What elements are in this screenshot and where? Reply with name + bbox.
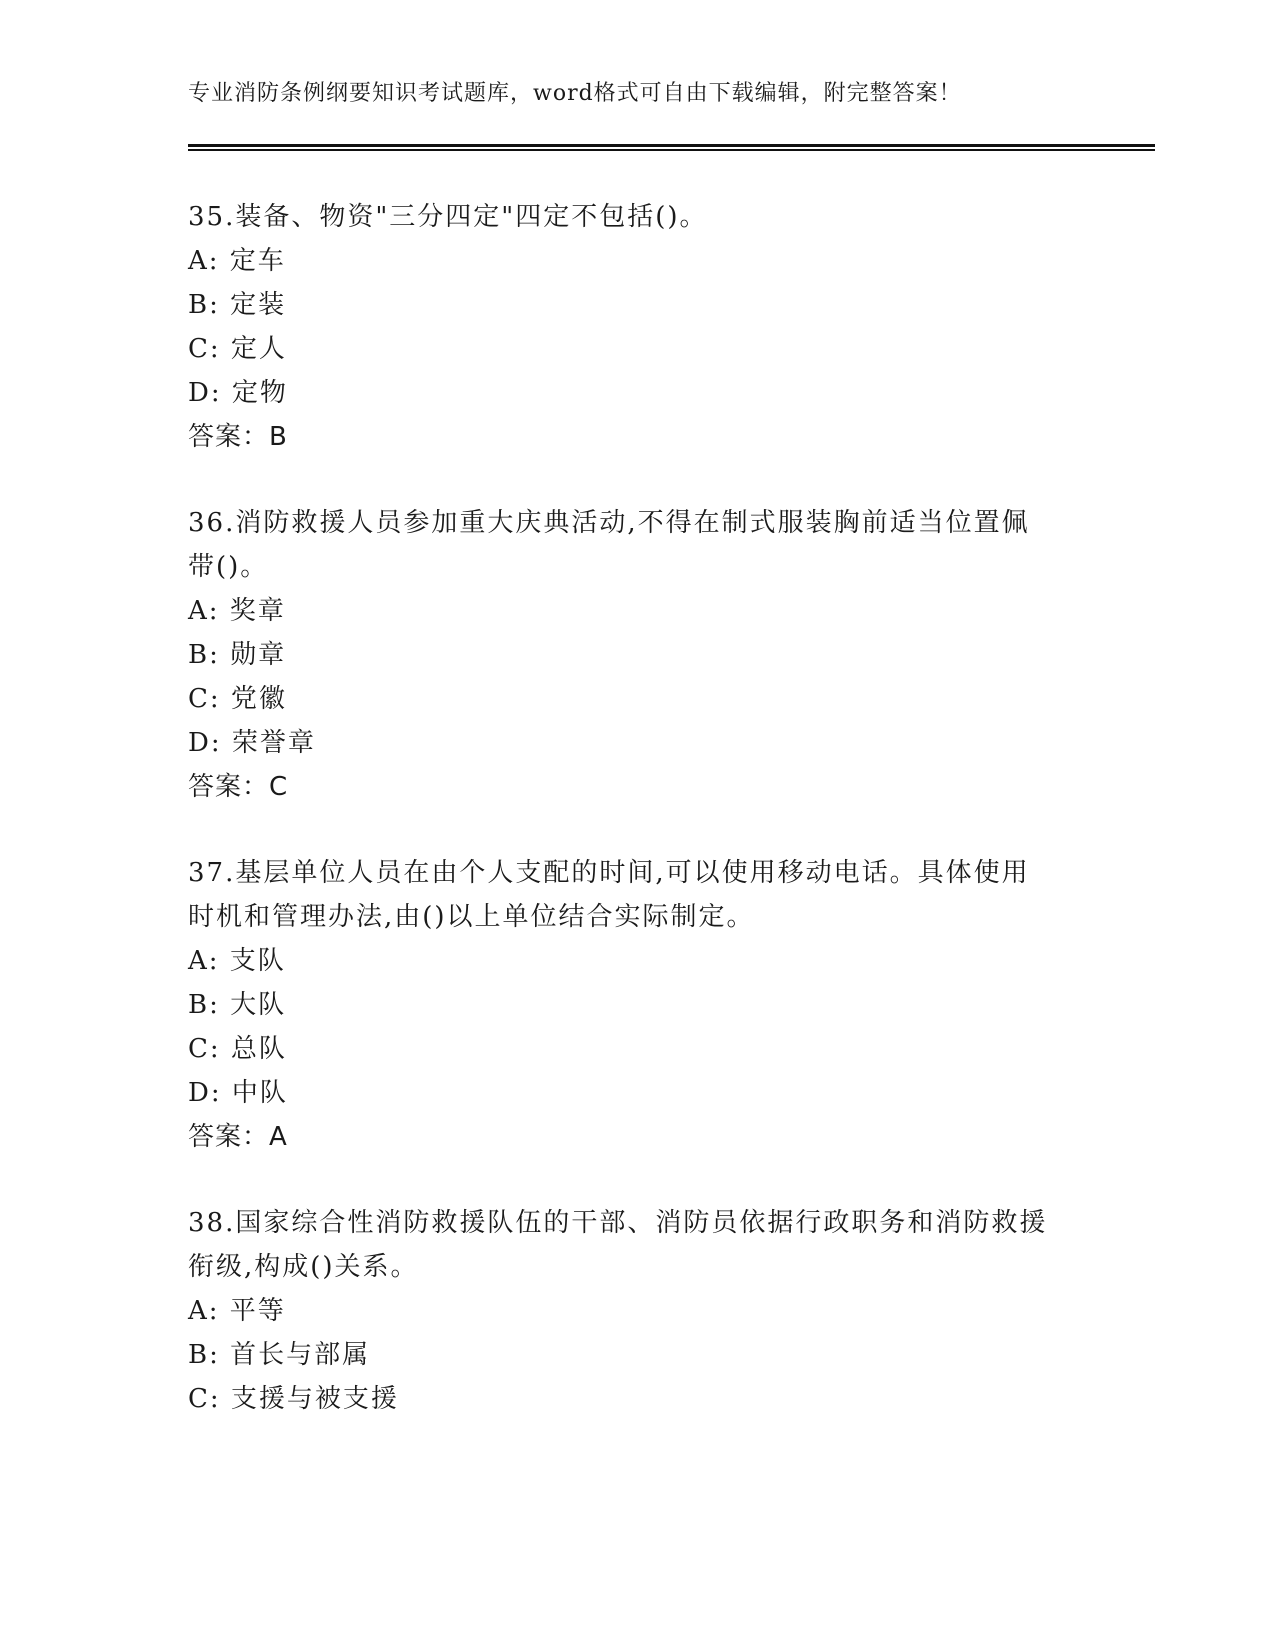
question-35-option-d: D: 定物 <box>188 378 288 408</box>
question-35-option-c: C: 定人 <box>188 334 287 364</box>
question-37-option-d: D: 中队 <box>188 1078 288 1108</box>
question-37-option-a: A: 支队 <box>188 946 286 976</box>
question-37-stem-line2: 时机和管理办法,由()以上单位结合实际制定。 <box>188 902 755 932</box>
question-36-option-b: B: 勋章 <box>188 640 287 670</box>
question-37-option-c: C: 总队 <box>188 1034 287 1064</box>
question-38-option-b: B: 首长与部属 <box>188 1340 371 1370</box>
question-38-option-c: C: 支援与被支援 <box>188 1384 399 1414</box>
question-36-option-d: D: 荣誉章 <box>188 728 316 758</box>
question-36-answer: 答案：C <box>188 772 289 802</box>
question-38-option-a: A: 平等 <box>188 1296 286 1326</box>
question-38-stem-line1: 38.国家综合性消防救援队伍的干部、消防员依据行政职务和消防救援 <box>188 1208 1048 1238</box>
question-36-stem-line1: 36.消防救援人员参加重大庆典活动,不得在制式服装胸前适当位置佩 <box>188 508 1030 538</box>
question-37-option-b: B: 大队 <box>188 990 287 1020</box>
question-37-stem-line1: 37.基层单位人员在由个人支配的时间,可以使用移动电话。具体使用 <box>188 858 1030 888</box>
question-35-answer: 答案：B <box>188 422 288 452</box>
header-rule-thick <box>188 144 1155 147</box>
question-36-option-c: C: 党徽 <box>188 684 287 714</box>
question-36-stem-line2: 带()。 <box>188 552 269 582</box>
question-36-option-a: A: 奖章 <box>188 596 286 626</box>
question-35-stem: 35.装备、物资"三分四定"四定不包括()。 <box>188 202 708 232</box>
header-rule-thin <box>188 149 1155 151</box>
question-35-option-a: A: 定车 <box>188 246 286 276</box>
question-35-option-b: B: 定装 <box>188 290 287 320</box>
page-header: 专业消防条例纲要知识考试题库，word格式可自由下载编辑，附完整答案！ <box>188 81 962 106</box>
question-38-stem-line2: 衔级,构成()关系。 <box>188 1252 419 1282</box>
question-37-answer: 答案：A <box>188 1122 288 1152</box>
